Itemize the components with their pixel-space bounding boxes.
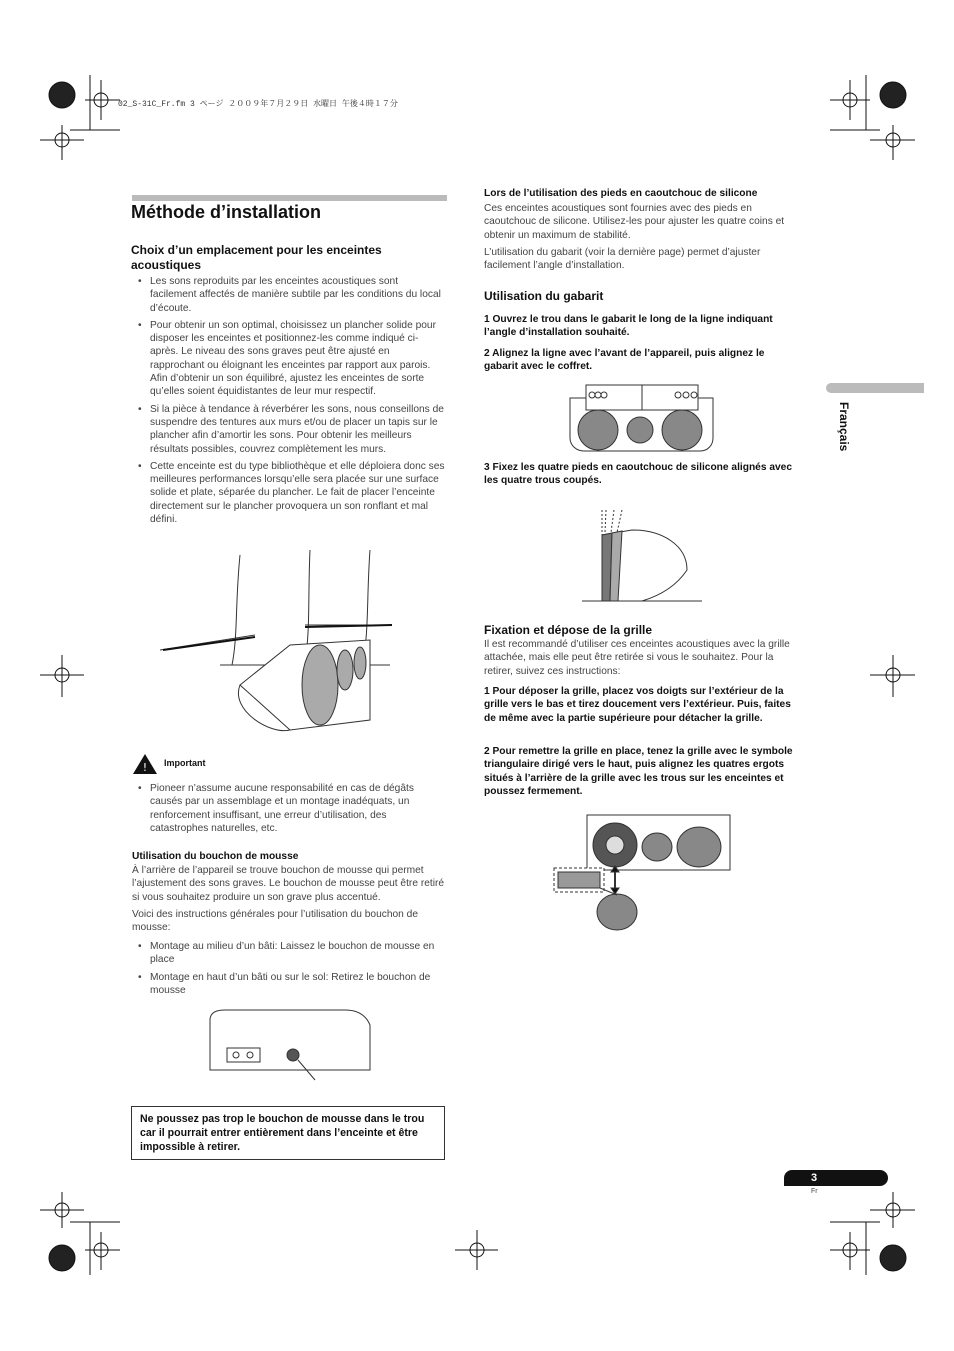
page-number-badge [784, 1170, 888, 1186]
grille-step-2: 2 Pour remettre la grille en place, tenez la grille avec le symbole triangulaire dirigé vers le haut, puis alignez les quatres ergots situés à l’arrière de la grille avec les trous sur les enceintes et poussez fermement. [484, 746, 793, 797]
bouchon-list [132, 940, 446, 1001]
choix-heading: Choix d’un emplacement pour les enceintes acoustiques [131, 243, 382, 272]
list-item: • Pour obtenir un son optimal, choisissez un plancher solide pour disposer les enceintes et positionnez-les comme indiqué ci-après. Le niveau des sons graves peut être ajusté en rapprochant ou éloignant les enceintes par rapport aux parois. Afin d’obtenir un son équilibré, ajustez les enceintes de sorte qu’elles soient équidistantes de leur mur respectif. [132, 319, 446, 399]
paragraph: Voici des instructions générales pour l’utilisation du bouchon de mousse: [132, 908, 418, 934]
file-header: 02_S-31C_Fr.fm 3 ページ ２００９年７月２９日 水曜日 午後４時１７分 [118, 100, 398, 109]
grille-step-1: 1 Pour déposer la grille, placez vos doigts sur l’extérieur de la grille vers le bas et tirez doucement vers l’extérieur. Puis, faites de même avec la partie supérieure pour détacher la grille. [484, 686, 791, 724]
list-item: • Pioneer n’assume aucune responsabilité en cas de dégâts causés par un assemblage et un montage inadéquats, un renforcement insuffisant, une erreur d’utilisation, des catastrophes naturelles, etc. [132, 782, 446, 835]
grille-text: Il est recommandé d’utiliser ces enceintes acoustiques avec la grille attachée, mais elle peut être retirée si vous le souhaitez. Pour la retirer, suivez ces instructions: [484, 639, 790, 677]
angle-side-view-illustration [582, 505, 704, 605]
gabarit-heading: Utilisation du gabarit [484, 289, 604, 303]
gabarit-step-1: 1 Ouvrez le trou dans le gabarit le long de la ligne indiquant l’angle d’installation souhaité. [484, 314, 773, 339]
important-list [132, 782, 446, 839]
pieds-heading: Lors de l’utilisation des pieds en caoutchouc de silicone [484, 188, 758, 199]
important-label: Important [164, 758, 206, 768]
page-number: 3 [811, 1172, 818, 1184]
list-item: • Cette enceinte est du type bibliothèque et elle déploiera donc ses meilleures performances lorsqu’elle sera placée sur une surface solide et plate, séparée du plancher. Le fait de placer l’enceinte directement sur le plancher provoquera un son ronflant et mal défini. [132, 460, 446, 526]
list-item: • Les sons reproduits par les enceintes acoustiques sont facilement affectés de manière subtile par les conditions du local d’écoute. [132, 275, 446, 315]
section-bar [132, 195, 447, 201]
bouchon-heading: Utilisation du bouchon de mousse [132, 851, 299, 862]
language-tab-label: Français [837, 402, 851, 452]
paragraph: L’utilisation du gabarit (voir la dernière page) permet d’ajuster facilement l’angle d’installation. [484, 246, 761, 272]
list-item: • Montage en haut d’un bâti ou sur le sol: Retirez le bouchon de mousse [132, 971, 446, 998]
warning-icon [132, 753, 158, 775]
template-alignment-illustration [568, 383, 716, 455]
gabarit-step-3: 3 Fixez les quatre pieds en caoutchouc de silicone alignés avec les quatre trous coupés. [484, 462, 793, 487]
list-item: • Montage au milieu d’un bâti: Laissez le bouchon de mousse en place [132, 940, 446, 967]
paragraph: Ces enceintes acoustiques sont fournies avec des pieds en caoutchouc de silicone. Utilisez-les pour ajuster les quatre coins et obtenir un maximum de stabilité. [484, 203, 785, 241]
bouchon-text [132, 864, 446, 938]
gabarit-step-2: 2 Alignez la ligne avec l’avant de l’appareil, puis alignez le gabarit avec le coffret. [484, 348, 765, 373]
pieds-text [484, 202, 800, 276]
language-tab-bar [826, 383, 924, 393]
grille-attachment-illustration [552, 810, 732, 932]
foam-plug-illustration [205, 1005, 375, 1085]
list-item: • Si la pièce à tendance à réverbérer les sons, nous conseillons de suspendre des tentures aux murs et/ou de placer un tapis sur le plancher afin d’amortir les sons. Pour obtenir les meilleurs résultats possibles, couvrez complètement les murs. [132, 403, 446, 456]
warning-note: Ne poussez pas trop le bouchon de mousse dans le trou car il pourrait entrer entièrement dans l’enceinte et être impossible à retirer. [131, 1106, 445, 1160]
page-title: Méthode d’installation [131, 202, 322, 222]
svg-text:!: ! [142, 761, 148, 774]
page-language-code: Fr [811, 1188, 818, 1195]
paragraph: À l’arrière de l’appareil se trouve bouchon de mousse qui permet l’ajustement des sons graves. Le bouchon de mousse peut être retiré si vous souhaitez produire un son grave plus accentué. [132, 865, 445, 903]
grille-heading: Fixation et dépose de la grille [484, 623, 653, 637]
speaker-placement-illustration [160, 545, 395, 740]
choix-list [132, 275, 446, 530]
